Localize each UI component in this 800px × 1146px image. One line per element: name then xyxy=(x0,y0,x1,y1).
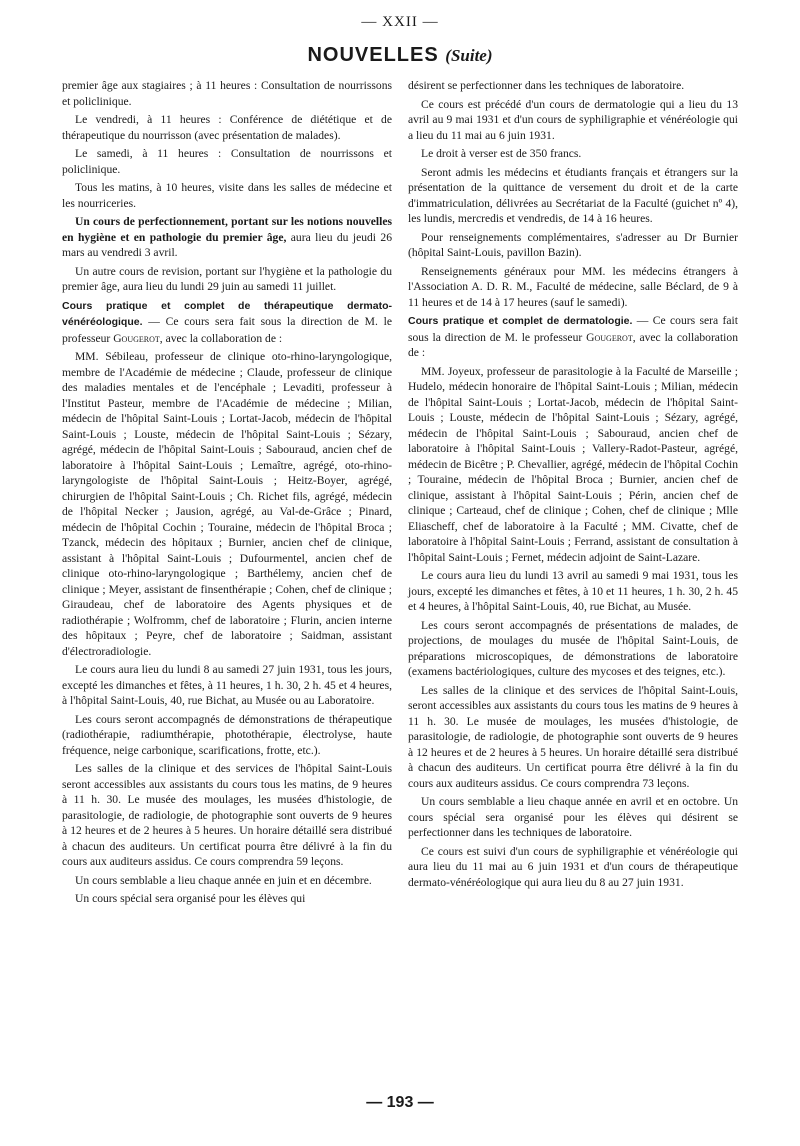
paragraph: Renseignements généraux pour MM. les médecins étrangers à l'Association A. D. R. M., Faculté de médecine, salle Béclard, de 9 à 11 heures et de 14 à 17 heures (sauf le samedi). xyxy=(408,264,738,309)
section-title xyxy=(0,44,800,67)
course-heading-paragraph xyxy=(408,313,738,361)
paragraph: Pour renseignements complémentaires, s'adresser au Dr Burnier (hôpital Saint-Louis, pavillon Bazin). xyxy=(408,230,738,259)
paragraph xyxy=(62,214,392,261)
bold-phrase: Un cours de perfectionnement, portant sur les notions nouvelles en hygiène et en pathologie du premier âge, xyxy=(62,215,392,244)
paragraph: Seront admis les médecins et étudiants français et étrangers sur la présentation de la quittance de versement du droit et de la carte d'immatriculation, délivrées au Secrétariat de la Faculté (guichet nº 4), les lundis, mercredis et vendredis, de 14 à 16 heures. xyxy=(408,165,738,225)
professor-name: Gougerot xyxy=(113,331,160,345)
collaborators-list: MM. Joyeux, professeur de parasitologie à la Faculté de Marseille ; Hudelo, médecin honoraire de l'hôpital Saint-Louis ; Milian, médecin de l'hôpital Saint-Louis ; Lortat-Jacob, médecin de l'hôpital Saint-Louis ; Louste, médecin de l'hôpital Saint-Louis ; Sézary, agrégé, médecin de l'hôpital Saint-Louis ; Sabouraud, ancien chef de laboratoire à l'hôpital Saint-Louis ; Vallery-Radot-Pasteur, agrégé, médecin de Bicêtre ; P. Chevallier, agrégé, médecin de l'hôpital Cochin ; Touraine, médecin de l'hôpital Broca ; Burnier, ancien chef de clinique, assistant à l'hôpital Saint-Louis ; Périn, ancien chef de clinique ; Carteaud, chef de clinique ; Cohen, chef de clinique ; Mlle Eliascheff, chef de laboratoire à la Faculté ; MM. Civatte, chef de laboratoire à l'hôpital Saint-Louis ; Ferrand, assistant de consultation à l'hôpital Saint-Louis ; Fernet, médecin adjoint de Saint-Lazare. xyxy=(408,364,738,564)
paragraph: Les salles de la clinique et des services de l'hôpital Saint-Louis seront accessibles aux assistants du cours tous les matins, de 9 heures à 11 h. 30. Le musée des moulages, les musées d'histologie, de parasitologie, de radiologie, de photographie sont ouverts de 9 heures à 12 heures et de 2 heures à 5 heures. Un horaire détaillé sera distribué à chacun des auditeurs. Un certificat pourra être délivré à la fin du cours aux auditeurs assidus. Ce cours comprendra 59 leçons. xyxy=(62,762,392,868)
professor-name: Gougerot xyxy=(586,330,633,344)
paragraph: Le cours aura lieu du lundi 8 au samedi 27 juin 1931, tous les jours, excepté les dimanches et fêtes, à 11 heures, 1 h. 30, 2 h. 45 et 4 heures, à l'hôpital Saint-Louis, 40, rue Bichat, au Musée ou au Laboratoire. xyxy=(62,663,392,707)
page-number: — 193 — xyxy=(366,1094,434,1111)
course-heading: Cours pratique et complet de thérapeutique dermato-vénéréologique. xyxy=(62,299,392,328)
paragraph: Un autre cours de revision, portant sur l'hygiène et la pathologie du premier âge, aura lieu du lundi 29 juin au samedi 11 juillet. xyxy=(62,264,392,293)
paragraph-text: — Ce cours sera fait sous la direction de M. le professeur xyxy=(408,314,738,344)
paragraph: Tous les matins, à 10 heures, visite dans les salles de médecine et les nourriceries. xyxy=(62,181,392,210)
paragraph: Un cours semblable a lieu chaque année en juin et en décembre. xyxy=(75,873,372,887)
paragraph-text: — Ce cours sera fait sous la direction de M. le professeur xyxy=(62,315,392,345)
left-column xyxy=(62,78,392,910)
paragraph-text: , avec la collaboration de : xyxy=(408,330,738,359)
course-heading: Cours pratique et complet de dermatologie. xyxy=(408,315,633,327)
paragraph: Un cours spécial sera organisé pour les élèves qui xyxy=(75,892,306,905)
section-title-suite: (Suite) xyxy=(445,46,493,65)
collaborators-list: MM. Sébileau, professeur de clinique oto-rhino-laryngologique, membre de l'Académie de médecine ; Claude, professeur de clinique des maladies mentales et de l'encéphale ; Levaditi, professeur à l'Institut Pasteur, membre de l'Académie de médecine ; Milian, médecin de l'hôpital Saint-Louis ; Lortat-Jacob, médecin de l'hôpital Saint-Louis ; Louste, médecin de l'hôpital Saint-Louis ; Sézary, agrégé, médecin de l'hôpital Saint-Louis ; Sabouraud, ancien chef de laboratoire à l'hôpital Saint-Louis ; Lemaître, agrégé, oto-rhino-laryngologiste de l'hôpital Saint-Louis ; Heitz-Boyer, agrégé, chirurgien de l'hôpital Saint-Louis ; Ch. Richet fils, agrégé, médecin de l'hôpital Necker ; Jausion, agrégé, au Val-de-Grâce ; Pinard, médecin de l'hôpital Cochin ; Touraine, médecin de l'hôpital Broca ; Tzanck, médecin des hôpitaux ; Burnier, ancien chef de clinique, assistant à l'hôpital Saint-Louis ; Dufourmentel, ancien chef de clinique oto-rhino-laryngologique ; Barthélemy, ancien chef de clinique ; Meyer, assistant de finsenthérapie ; Cohen, chef de clinique ; Giraudeau, chef de laboratoire des Agents physiques et de radiothérapie ; Wolfromm, chef de laboratoire ; Flurin, ancien interne des hôpitaux ; Peyre, chef de laboratoire ; Saidman, assistant d'électroradiologie. xyxy=(62,350,392,658)
section-title-text: NOUVELLES xyxy=(307,44,439,66)
paragraph: premier âge aux stagiaires ; à 11 heures : Consultation de nourrissons et policlinique. xyxy=(62,79,392,108)
paragraph-text: aura lieu du jeudi 26 mars au vendredi 3 avril. xyxy=(62,230,392,259)
roman-page-number: — XXII — xyxy=(361,14,439,30)
paragraph: Le samedi, à 11 heures : Consultation de nourrissons et policlinique. xyxy=(62,147,392,176)
paragraph: Le droit à verser est de 350 francs. xyxy=(421,147,582,160)
paragraph: Les cours seront accompagnés de démonstrations de thérapeutique (radiothérapie, radiumthérapie, photothérapie, électrolyse, haute fréquence, neige carbonique, scarifications, frotte, etc.). xyxy=(62,712,392,757)
course-heading-paragraph xyxy=(62,298,392,347)
paragraph: Un cours semblable a lieu chaque année en avril et en octobre. Un cours spécial sera organisé pour les élèves qui désirent se perfectionner dans les techniques de laboratoire. xyxy=(408,795,738,839)
paragraph: Ce cours est suivi d'un cours de syphiligraphie et vénéréologie qui aura lieu du 11 mai au 6 juin 1931 et d'un cours de thérapeutique dermato-vénéréologique qui aura lieu du 8 au 27 juin 1931. xyxy=(408,844,738,889)
paragraph: désirent se perfectionner dans les techniques de laboratoire. xyxy=(408,79,685,92)
paragraph: Le vendredi, à 11 heures : Conférence de diététique et de thérapeutique du nourrisson (avec présentation de malades). xyxy=(62,113,392,142)
paragraph: Le cours aura lieu du lundi 13 avril au samedi 9 mai 1931, tous les jours, excepté les dimanches et fêtes, à 10 et 11 heures, 1 h. 30, 2 h. 45 et 4 heures, à l'hôpital Saint-Louis, 40, rue Bichat, au Musée. xyxy=(408,569,738,613)
paragraph: Les salles de la clinique et des services de l'hôpital Saint-Louis, seront accessibles aux assistants du cours tous les matins de 9 heures à 11 h. 30. Le musée de moulages, les musées d'histologie, de parasitologie, de radiologie, de photographie sont ouverts de 9 heures à 12 heures et de 2 heures à 5 heures. Un horaire détaillé sera distribué à chacun des auditeurs. Un certificat pourra être délivré à la fin du cours aux auditeurs assidus. Ce cours comprendra 73 leçons. xyxy=(408,683,738,790)
paragraph: Les cours seront accompagnés de présentations de malades, de projections, de moulages du musée de l'hôpital Saint-Louis, de préparations microscopiques, de démonstrations de laboratoire (examens bactériologiques, culture des mycoses et des teignes, etc.). xyxy=(408,618,738,678)
paragraph-text: , avec la collaboration de : xyxy=(159,331,283,345)
paragraph: Ce cours est précédé d'un cours de dermatologie qui a lieu du 13 avril au 9 mai 1931 et d'un cours de syphiligraphie et vénéréologie qui a lieu du 11 mai au 6 juin 1931. xyxy=(408,97,738,142)
right-column xyxy=(408,78,738,893)
